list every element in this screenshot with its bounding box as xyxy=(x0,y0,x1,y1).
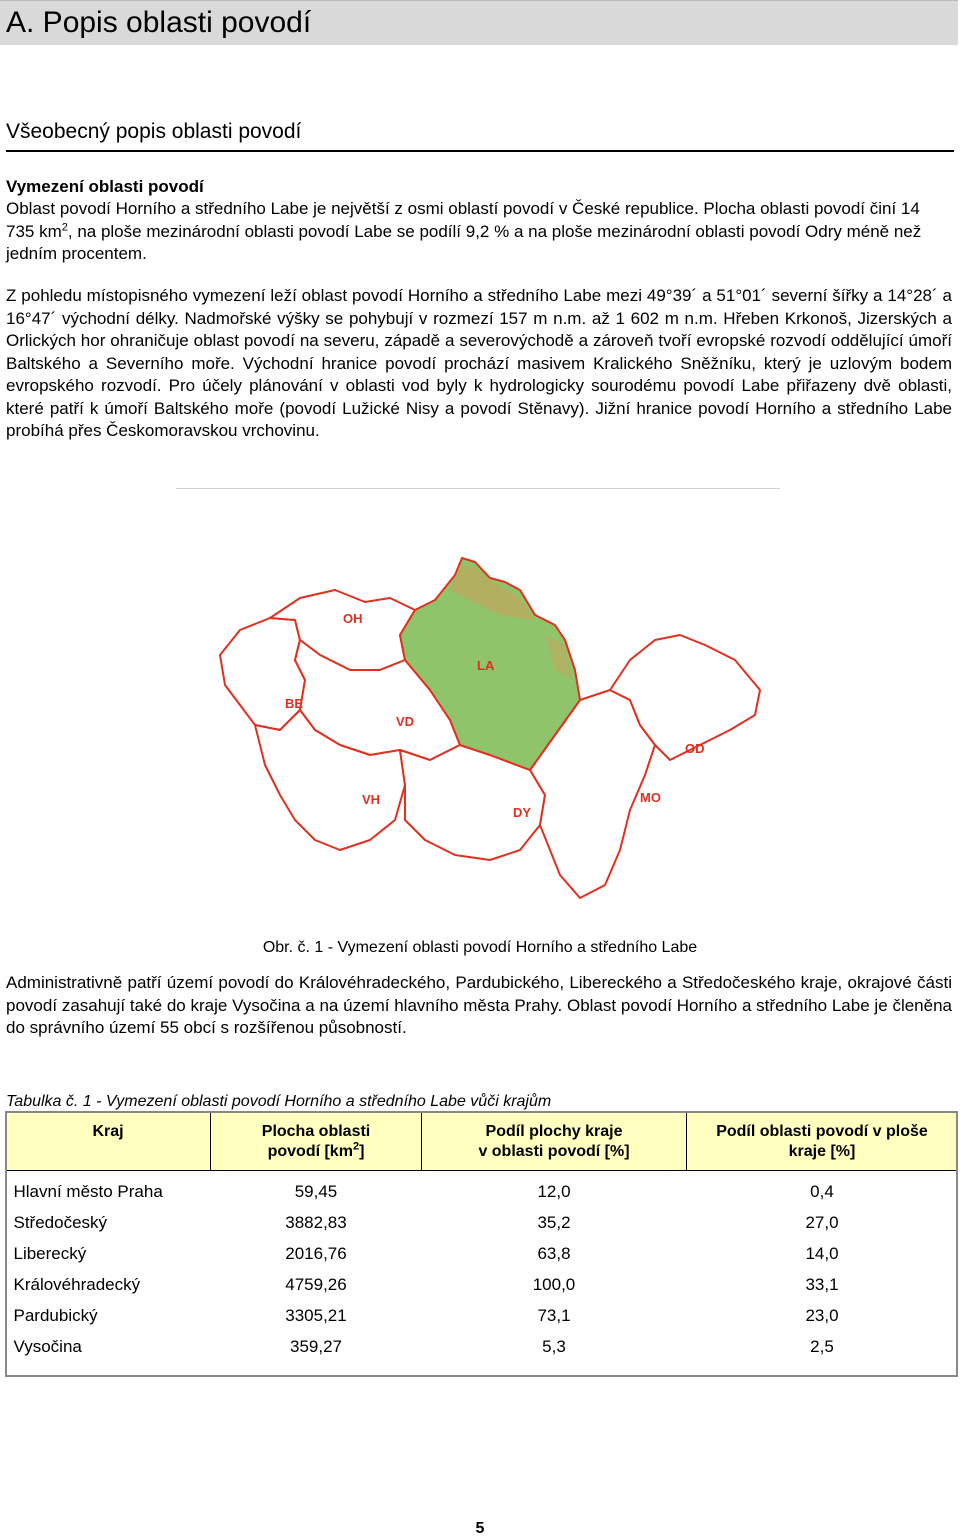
paragraph-intro-text-a: Oblast povodí Horního a středního Labe je největší z osmi oblastí povodí v České republice. Plocha oblasti povodí činí 14 735 km xyxy=(6,199,920,241)
cell-kraj: Vysočina xyxy=(13,1337,82,1356)
map-label-mo: MO xyxy=(640,790,661,805)
map-label-be: BE xyxy=(285,696,304,711)
paragraph-administration: Administrativně patří území povodí do Královéhradeckého, Pardubického, Libereckého a Středočeského kraje, okrajové části povodí zasahují také do kraje Vysočina a na území hlavního města Prahy. Oblast povodí Horního a středního Labe je členěna do správního území 55 obcí s rozšířenou působností. xyxy=(6,973,952,1037)
header-plocha-sup: 2 xyxy=(352,1140,360,1153)
map-region-be xyxy=(220,618,305,730)
cell-podil-povodi: 2,5 xyxy=(810,1337,834,1356)
cell-podil-kraje: 100,0 xyxy=(532,1275,576,1294)
cell-podil-povodi: 33,1 xyxy=(805,1275,839,1294)
cell-plocha: 359,27 xyxy=(290,1337,342,1356)
regions-table xyxy=(5,1111,958,1361)
section-heading: Všeobecný popis oblasti povodí xyxy=(6,118,954,152)
cell-plocha: 2016,76 xyxy=(285,1244,347,1263)
cell-podil-kraje: 12,0 xyxy=(537,1182,571,1201)
divider xyxy=(176,488,780,489)
cell-kraj: Pardubický xyxy=(13,1306,98,1325)
river-basin-map xyxy=(200,520,780,920)
header-plocha xyxy=(211,1112,422,1171)
map-label-vh: VH xyxy=(362,792,381,807)
table-row xyxy=(6,1299,958,1330)
cell-podil-povodi: 23,0 xyxy=(805,1306,839,1325)
header-podil-kraje xyxy=(422,1112,687,1171)
table-header-row xyxy=(6,1112,958,1171)
cell-podil-povodi: 27,0 xyxy=(805,1213,839,1232)
map-label-od: OD xyxy=(685,741,705,756)
cell-plocha: 4759,26 xyxy=(285,1275,347,1294)
page-number: 5 xyxy=(475,1520,485,1537)
figure-caption: Obr. č. 1 - Vymezení oblasti povodí Horního a středního Labe xyxy=(262,939,698,956)
cell-plocha: 3305,21 xyxy=(285,1306,347,1325)
cell-kraj: Středočeský xyxy=(13,1213,108,1232)
cell-podil-kraje: 63,8 xyxy=(537,1244,571,1263)
paragraph-location: Z pohledu místopisného vymezení leží oblast povodí Horního a středního Labe mezi 49°39´ a 51°01´ severní šířky a 14°28´ a 16°47´ východní délky. Nadmořské výšky se pohybují v rozmezí 157 m n.m. až 1 602 m n.m. Hřeben Krkonoš, Jizerských a Orlických hor ohraničuje oblast povodí na severu, západě a severovýchodě a zároveň tvoří evropské rozvodí oddělující úmoří Baltského a Severního moře. Východní hranice povodí prochází masivem Kralického Sněžníku, který je uzlovým bodem evropského rozvodí. Pro účely plánování v oblasti vod byly k hydrologicky sourodému povodí Labe přiřazeny dvě oblasti, které patří k úmoří Baltského moře (povodí Lužické Nisy a povodí Stěnavy). Jižní hranice povodí Horního a středního Labe probíhá přes Českomoravskou vrchovinu. xyxy=(6,286,952,440)
subsection-title: Vymezení oblasti povodí xyxy=(6,177,204,196)
cell-podil-kraje: 73,1 xyxy=(537,1306,571,1325)
table-caption: Tabulka č. 1 - Vymezení oblasti povodí Horního a středního Labe vůči krajům xyxy=(6,1093,552,1110)
map-label-oh: OH xyxy=(343,611,363,626)
cell-kraj: Hlavní město Praha xyxy=(13,1182,163,1201)
table-row xyxy=(6,1268,958,1299)
header-kraj: Kraj xyxy=(6,1112,211,1171)
superscript-2: 2 xyxy=(61,220,68,233)
cell-kraj: Liberecký xyxy=(13,1244,87,1263)
paragraph-intro xyxy=(6,198,952,266)
table-row xyxy=(6,1206,958,1237)
header-podil-povodi-line1: Podíl oblasti povodí v ploše xyxy=(716,1123,928,1140)
cell-podil-povodi: 0,4 xyxy=(810,1182,834,1201)
chapter-heading-bar xyxy=(0,0,958,45)
header-podil-povodi-line2: kraje [%] xyxy=(788,1143,856,1160)
map-label-vd: VD xyxy=(396,714,415,729)
cell-plocha: 59,45 xyxy=(294,1182,338,1201)
map-label-la: LA xyxy=(477,658,495,673)
table-row xyxy=(6,1171,958,1207)
cell-podil-kraje: 5,3 xyxy=(542,1337,566,1356)
cell-plocha: 3882,83 xyxy=(285,1213,347,1232)
header-plocha-line1: Plocha oblasti xyxy=(261,1123,371,1140)
paragraph-intro-text-b: , na ploše mezinárodní oblasti povodí Labe se podílí 9,2 % a na ploše mezinárodní oblasti povodí Odry méně než jedním procentem. xyxy=(6,221,922,263)
header-podil-kraje-line1: Podíl plochy kraje xyxy=(485,1123,623,1140)
cell-kraj: Královéhradecký xyxy=(13,1275,141,1294)
cell-podil-kraje: 35,2 xyxy=(537,1213,571,1232)
header-plocha-close: ] xyxy=(359,1143,365,1160)
map-label-dy: DY xyxy=(513,805,532,820)
header-podil-povodi xyxy=(687,1112,958,1171)
header-podil-kraje-line2: v oblasti povodí [%] xyxy=(478,1143,630,1160)
chapter-heading: A. Popis oblasti povodí xyxy=(6,6,312,39)
table-row xyxy=(6,1330,958,1361)
header-plocha-line2: povodí [km xyxy=(267,1143,353,1160)
table-row xyxy=(6,1237,958,1268)
cell-podil-povodi: 14,0 xyxy=(805,1244,839,1263)
